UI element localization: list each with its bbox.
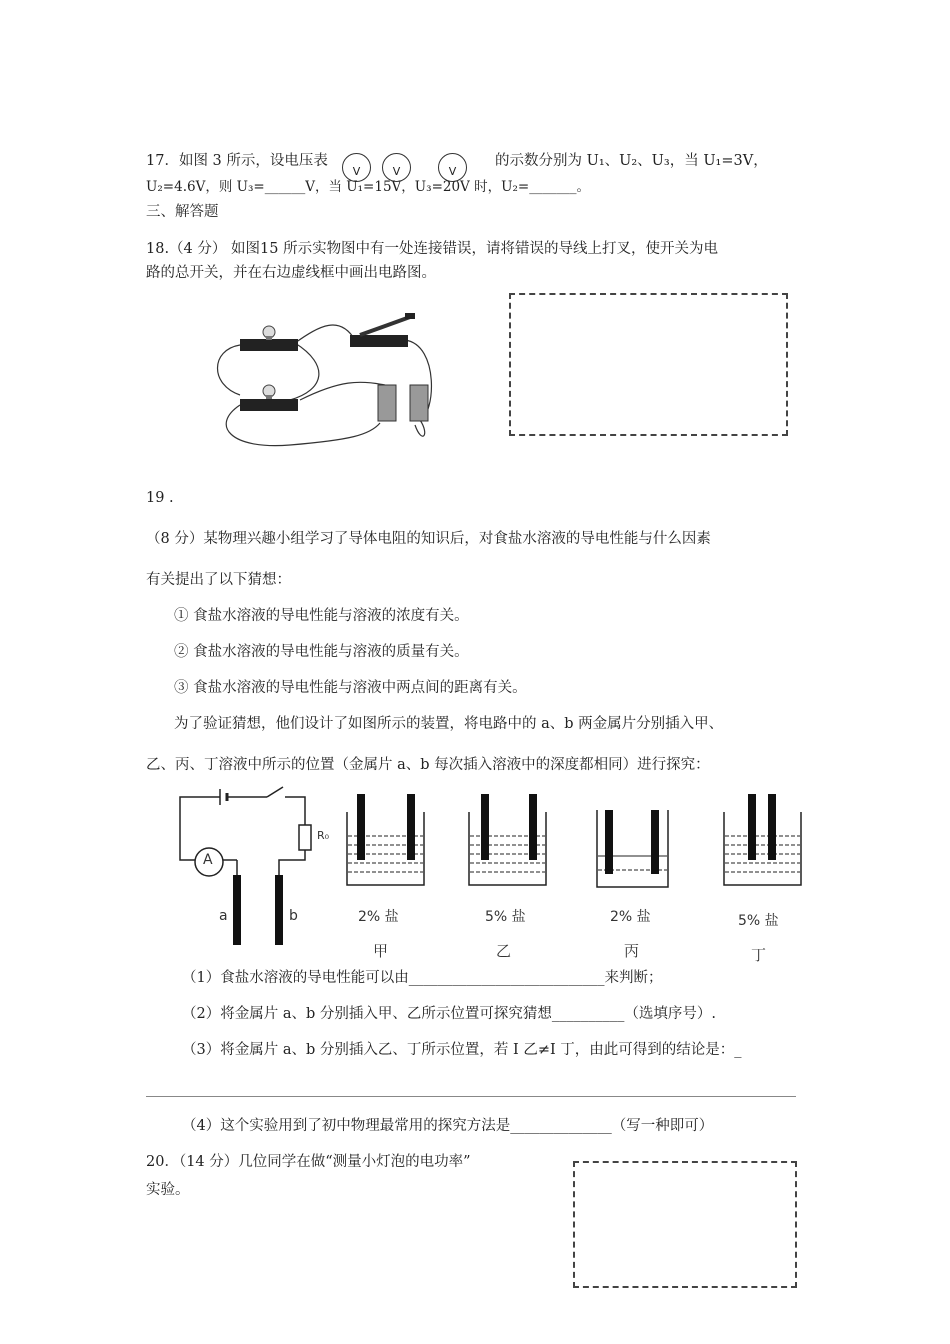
q20-line1: 20．（14 分）几位同学在做“测量小灯泡的电功率” — [146, 1154, 471, 1170]
q20-line2: 实验。 — [146, 1182, 190, 1198]
plate-b-label: b — [289, 908, 298, 924]
q19-design1: 为了验证猜想，他们设计了如图所示的装置，将电路中的 a、b 两金属片分别插入甲、 — [174, 716, 724, 732]
q19-sub3: （3）将金属片 a、b 分别插入乙、丁所示位置，若 I 乙≠I 丁，由此可得到的结论是：_ — [182, 1042, 742, 1058]
q19-sub4: （4）这个实验用到了初中物理最常用的探究方法是______________（写一种即可） — [182, 1118, 714, 1134]
beaker-bing — [595, 808, 671, 890]
voltmeter-2-icon: V — [382, 153, 411, 182]
answer-line — [146, 1096, 796, 1097]
q19-hypothesis-1: ① 食盐水溶液的导电性能与溶液的浓度有关。 — [174, 608, 469, 624]
q19-sub1: （1）食盐水溶液的导电性能可以由___________________________来判断； — [182, 970, 663, 986]
beaker-ding — [722, 792, 804, 888]
q17-line1-b: 的示数分别为 U₁、U₂、U₃，当 U₁=3V， — [495, 153, 768, 169]
q17-line1-a: 17．如图 3 所示，设电压表 — [146, 153, 328, 169]
q19-intro1: （8 分）某物理兴趣小组学习了导体电阻的知识后，对食盐水溶液的导电性能与什么因素 — [146, 531, 711, 547]
resistor-label: R₀ — [317, 829, 330, 842]
beaker-ding-concentration: 5% 盐 — [738, 913, 779, 929]
q18-answer-box[interactable] — [509, 293, 788, 436]
q19-design2: 乙、丙、丁溶液中所示的位置（金属片 a、b 每次插入溶液中的深度都相同）进行探究： — [146, 757, 710, 773]
beaker-jia-concentration: 2% 盐 — [358, 909, 399, 925]
beaker-yi-concentration: 5% 盐 — [485, 909, 526, 925]
q19-number: 19 . — [146, 490, 174, 506]
q17-line2: U₂=4.6V，则 U₃=______V，当 U₁=15V，U₃=20V 时，U₂=_______。 — [146, 179, 590, 195]
beaker-jia — [345, 792, 427, 888]
beaker-bing-concentration: 2% 盐 — [610, 909, 651, 925]
beaker-yi-name: 乙 — [496, 942, 512, 960]
q18-line1: 18.（4 分） 如图15 所示实物图中有一处连接错误，请将错误的导线上打叉，使开关为电 — [146, 241, 719, 257]
q18-circuit-figure — [210, 305, 450, 455]
q18-line2: 路的总开关，并在右边虚线框中画出电路图。 — [146, 265, 436, 281]
section-heading: 三、解答题 — [146, 204, 219, 220]
q19-hypothesis-2: ② 食盐水溶液的导电性能与溶液的质量有关。 — [174, 644, 469, 660]
plate-a-label: a — [219, 908, 228, 924]
voltmeter-1-icon: V — [342, 153, 371, 182]
beaker-bing-name: 丙 — [624, 942, 640, 960]
voltmeter-3-icon: V — [438, 153, 467, 182]
q19-sub2: （2）将金属片 a、b 分别插入甲、乙所示位置可探究猜想__________（选填序号）. — [182, 1006, 716, 1022]
q19-hypothesis-3: ③ 食盐水溶液的导电性能与溶液中两点间的距离有关。 — [174, 680, 527, 696]
q19-intro2: 有关提出了以下猜想： — [146, 572, 291, 588]
q20-answer-box[interactable] — [573, 1161, 797, 1288]
beaker-yi — [467, 792, 549, 888]
q19-circuit-diagram — [175, 785, 325, 950]
beaker-ding-name: 丁 — [751, 946, 767, 964]
beaker-jia-name: 甲 — [373, 942, 389, 960]
ammeter-label: A — [203, 852, 213, 868]
